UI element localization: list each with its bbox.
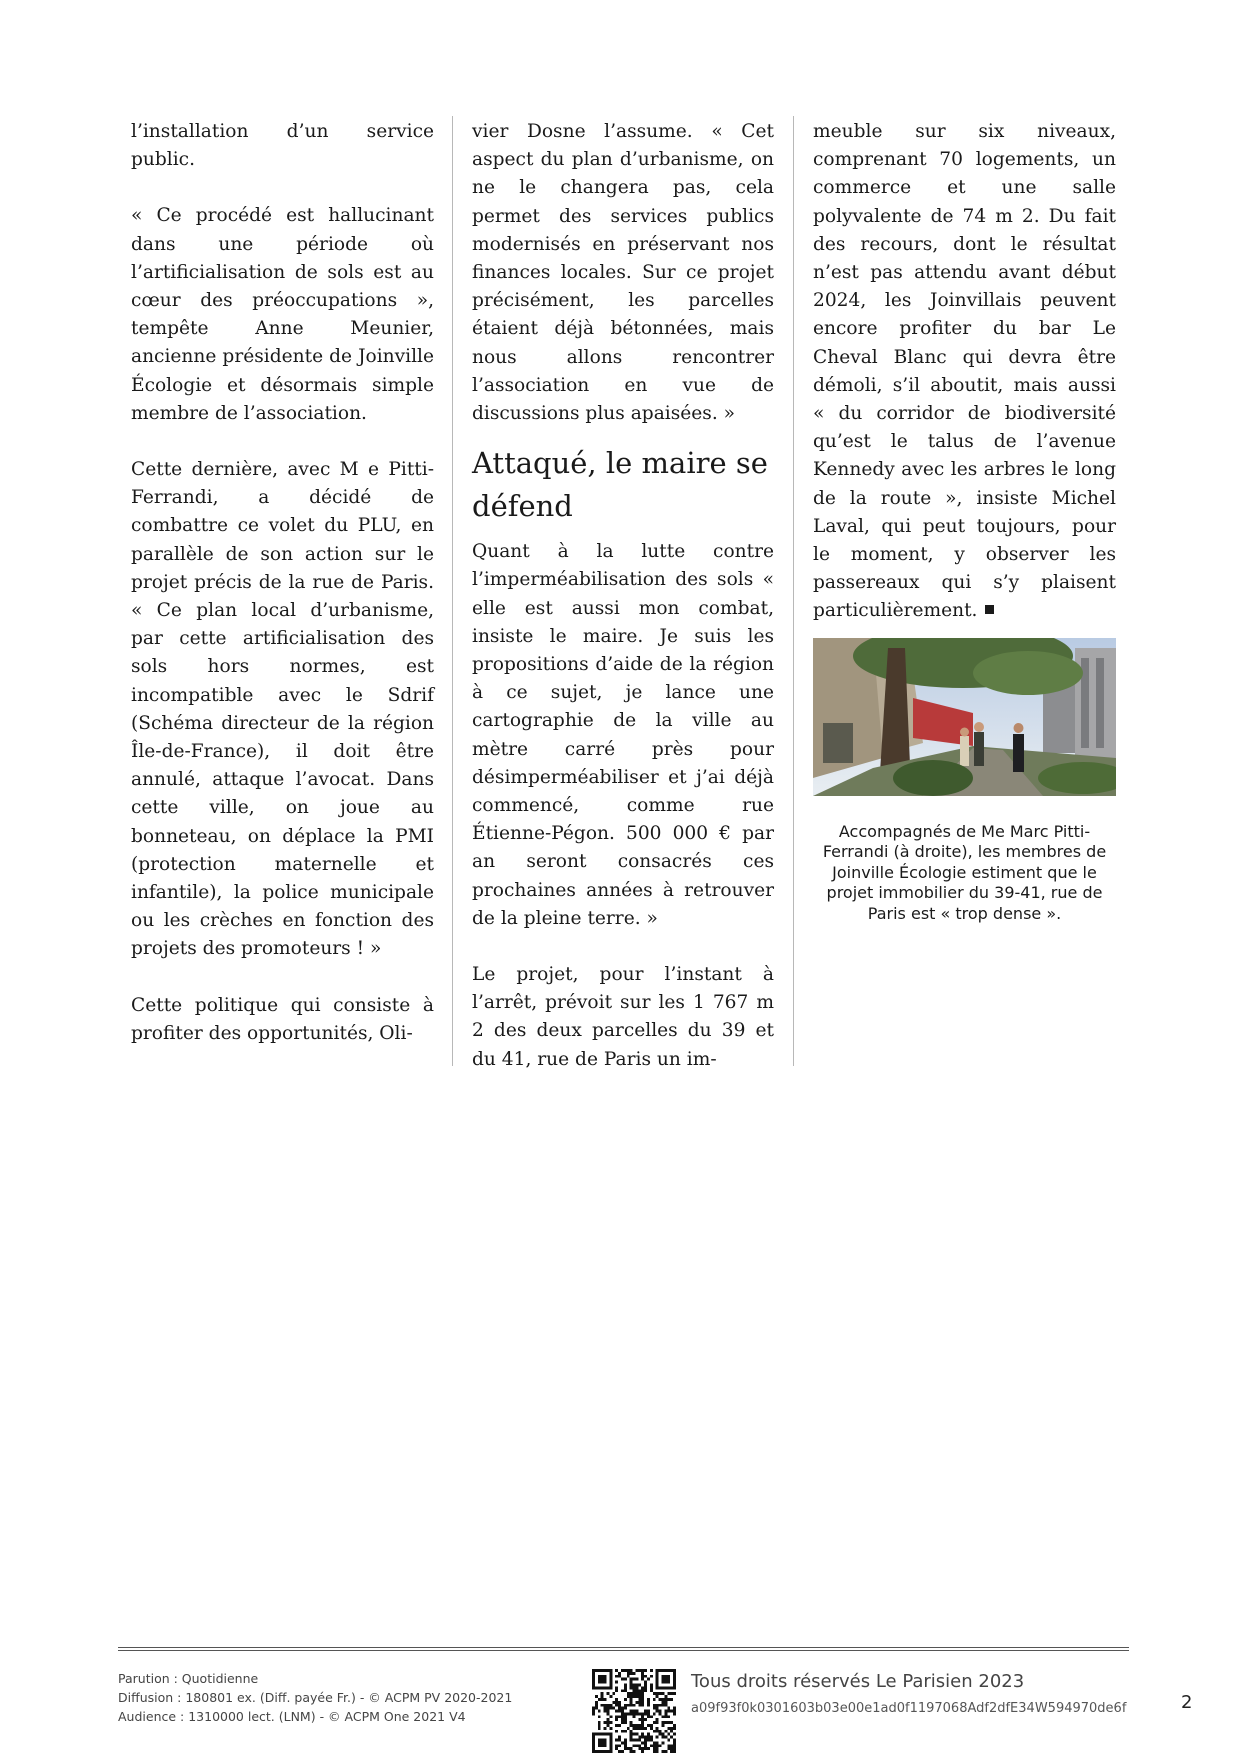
diffusion: Diffusion : 180801 ex. (Diff. payée Fr.) - © ACPM PV 2020-2021	[118, 1690, 513, 1705]
paragraph: l’installation d’un service public.	[131, 121, 434, 171]
footer-rule	[118, 1647, 1129, 1648]
column-divider	[452, 116, 453, 1066]
article-column-2	[472, 118, 774, 1102]
paragraph: Cette dernière, avec M e Pitti-Ferrandi, a décidé de combattre ce volet du PLU, en parallèle de son action sur le projet précis de la rue de Paris. « Ce plan local d’urbanisme, par cette artificialisation des sols hors normes, est incompatible avec le Sdrif (Schéma directeur de la région Île-de-France), il doit être annulé, attaque l’avocat. Dans cette ville, on joue au bonneteau, on déplace la PMI (protection maternelle et infantile), la police municipale ou les crèches en fonction des projets des promoteurs ! »	[131, 459, 434, 960]
paragraph: vier Dosne l’assume. « Cet aspect du plan d’urbanisme, on ne le changera pas, cela permet des services publics modernisés en préservant nos finances locales. Sur ce projet précisément, les parcelles étaient déjà bétonnées, mais nous allons rencontrer l’association en vue de discussions plus apaisées. »	[472, 121, 774, 425]
footer-rule	[118, 1650, 1129, 1651]
parution: Parution : Quotidienne	[118, 1671, 259, 1686]
article-column-1	[131, 118, 434, 1076]
article-photo	[813, 638, 1116, 796]
publication-metadata	[118, 1669, 512, 1726]
paragraph: Quant à la lutte contre l’imperméabilisation des sols « elle est aussi mon combat, insiste le maire. Je suis les propositions d’aide de la région à ce sujet, je lance une cartographie de la ville au mètre carré près pour désimperméabiliser et j’ai déjà commencé, comme rue Étienne-Pégon. 500 000 € par an seront consacrés ces prochaines années à retrouver de la pleine terre. »	[472, 541, 774, 929]
paragraph: Cette politique qui consiste à profiter des opportunités, Oli-	[131, 994, 434, 1044]
paragraph-text: meuble sur six niveaux, comprenant 70 logements, un commerce et une salle polyvalente de 74 m 2. Du fait des recours, dont le résultat n’est pas attendu avant début 2024, les Joinvillais peuvent encore profiter du bar Le Cheval Blanc qui devra être démoli, s’il aboutit, mais aussi « du corridor de biodiversité qu’est le talus de l’avenue Kennedy avec les arbres le long de la route », insiste Michel Laval, qui peut toujours, pour le moment, y observer les passereaux qui s’y plaisent particulièrement.	[813, 121, 1116, 622]
end-of-article-icon	[985, 605, 994, 614]
subheading: Attaqué, le maire se défend	[472, 446, 768, 524]
audience: Audience : 1310000 lect. (LNM) - © ACPM One 2021 V4	[118, 1709, 466, 1724]
page-number: 2	[1181, 1692, 1193, 1713]
photo-caption: Accompagnés de Me Marc Pitti-Ferrandi (à droite), les membres de Joinville Écologie estiment que le projet immobilier du 39-41, rue de Paris est « trop dense ».	[822, 821, 1107, 923]
paragraph	[813, 118, 1116, 626]
column-divider	[793, 116, 794, 1066]
article-column-3	[813, 118, 1116, 924]
copyright-notice: Tous droits réservés Le Parisien 2023	[691, 1671, 1025, 1692]
paragraph: Le projet, pour l’instant à l’arrêt, prévoit sur les 1 767 m 2 des deux parcelles du 39 et du 41, rue de Paris un im-	[472, 964, 774, 1070]
paragraph: « Ce procédé est hallucinant dans une période où l’artificialisation de sols est au cœur des préoccupations », tempête Anne Meunier, ancienne présidente de Joinville Écologie et désormais simple membre de l’association.	[131, 205, 434, 424]
document-hash: a09f93f0k0301603b03e00e1ad0f1197068Adf2dfE34W594970de6f	[691, 1701, 1127, 1716]
qr-code-icon	[592, 1669, 676, 1753]
